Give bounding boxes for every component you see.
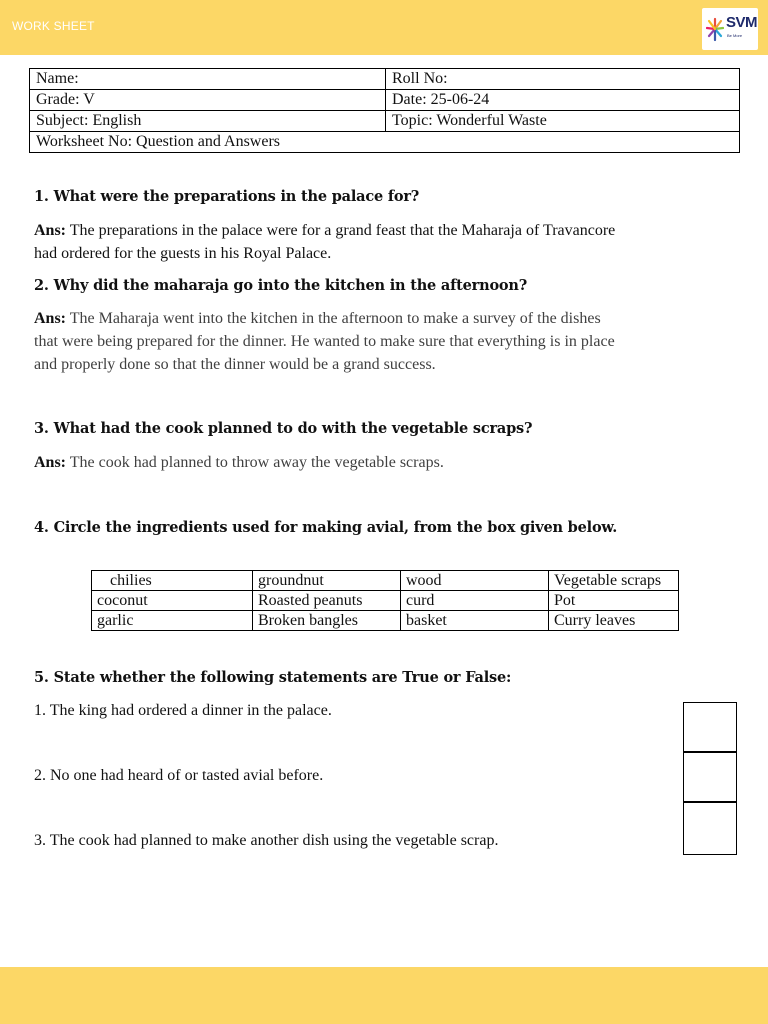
footer-band bbox=[0, 967, 768, 1024]
ingredient-cell[interactable]: Curry leaves bbox=[549, 611, 679, 631]
table-row bbox=[92, 571, 679, 591]
statement-2: 2. No one had heard of or tasted avial before. bbox=[34, 767, 324, 784]
answer-label: Ans: bbox=[34, 222, 67, 239]
ingredient-cell[interactable]: garlic bbox=[92, 611, 253, 631]
school-logo bbox=[702, 8, 758, 50]
question-5: 5. State whether the following statements are True or False: bbox=[34, 669, 512, 686]
answer-label: Ans: bbox=[34, 310, 67, 327]
sunburst-logo-icon bbox=[706, 16, 724, 42]
ingredients-table bbox=[91, 570, 679, 631]
question-3: 3. What had the cook planned to do with the vegetable scraps? bbox=[34, 420, 533, 437]
answer-text: and properly done so that the dinner would be a grand success. bbox=[34, 356, 436, 373]
ingredient-cell[interactable]: chilies bbox=[92, 571, 253, 591]
ingredient-cell[interactable]: Roasted peanuts bbox=[253, 591, 401, 611]
answer-2 bbox=[34, 307, 694, 376]
ingredient-cell[interactable]: groundnut bbox=[253, 571, 401, 591]
answer-label: Ans: bbox=[34, 454, 67, 471]
header-band bbox=[0, 0, 768, 55]
student-info-table bbox=[29, 68, 740, 153]
table-row bbox=[92, 591, 679, 611]
answer-3 bbox=[34, 451, 694, 474]
answer-text: had ordered for the guests in his Royal Palace. bbox=[34, 245, 332, 262]
ingredient-cell[interactable]: basket bbox=[401, 611, 549, 631]
statement-3: 3. The cook had planned to make another dish using the vegetable scrap. bbox=[34, 832, 499, 849]
answer-box-1[interactable] bbox=[683, 702, 737, 752]
topic-field: Topic: Wonderful Waste bbox=[386, 111, 740, 132]
answer-box-2[interactable] bbox=[683, 752, 737, 802]
worksheet-label: WORK SHEET bbox=[12, 19, 95, 33]
question-4: 4. Circle the ingredients used for making avial, from the box given below. bbox=[34, 519, 618, 536]
subject-field: Subject: English bbox=[30, 111, 386, 132]
name-field: Name: bbox=[30, 69, 386, 90]
statement-1: 1. The king had ordered a dinner in the palace. bbox=[34, 702, 332, 719]
answer-1 bbox=[34, 219, 694, 265]
answer-box-3[interactable] bbox=[683, 802, 737, 855]
ingredient-cell[interactable]: Pot bbox=[549, 591, 679, 611]
ingredient-cell[interactable]: Vegetable scraps bbox=[549, 571, 679, 591]
worksheet-field: Worksheet No: Question and Answers bbox=[30, 132, 740, 153]
roll-field: Roll No: bbox=[386, 69, 740, 90]
answer-text: The Maharaja went into the kitchen in the afternoon to make a survey of the dishes bbox=[66, 310, 601, 327]
ingredient-cell[interactable]: Broken bangles bbox=[253, 611, 401, 631]
answer-text: that were being prepared for the dinner. He wanted to make sure that everything is in place bbox=[34, 333, 615, 350]
ingredient-cell[interactable]: curd bbox=[401, 591, 549, 611]
answer-text: The preparations in the palace were for a grand feast that the Maharaja of Travancore bbox=[66, 222, 616, 239]
question-1: 1. What were the preparations in the palace for? bbox=[34, 188, 420, 205]
question-2: 2. Why did the maharaja go into the kitchen in the afternoon? bbox=[34, 277, 528, 294]
ingredient-cell[interactable]: coconut bbox=[92, 591, 253, 611]
logo-text: SVM bbox=[726, 14, 758, 31]
answer-text: The cook had planned to throw away the vegetable scraps. bbox=[66, 454, 444, 471]
date-field: Date: 25-06-24 bbox=[386, 90, 740, 111]
logo-tagline: Be More bbox=[727, 33, 743, 38]
table-row bbox=[92, 611, 679, 631]
grade-field: Grade: V bbox=[30, 90, 386, 111]
ingredient-cell[interactable]: wood bbox=[401, 571, 549, 591]
